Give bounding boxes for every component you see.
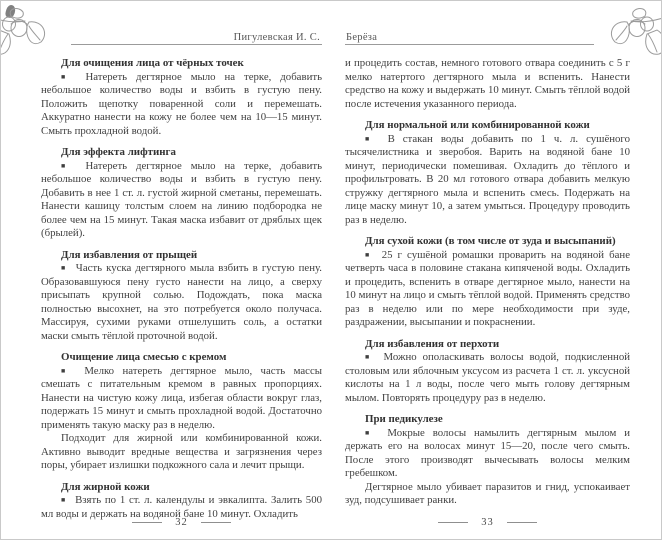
section-heading: Для нормальной или комбинированной кожи xyxy=(365,119,590,131)
header-rule xyxy=(345,44,594,45)
bullet-icon: ■ xyxy=(61,366,85,375)
paragraph: Дегтярное мыло убивает паразитов и гнид, успокаивает зуд, подсушивает ранки. xyxy=(345,480,630,506)
section-heading: Для жирной кожи xyxy=(61,480,150,493)
section-heading: Для эффекта лифтинга xyxy=(61,146,176,158)
page-text-column xyxy=(41,45,322,521)
page-footer xyxy=(345,517,630,528)
section-heading: Очищение лица смесью с кремом xyxy=(61,351,227,363)
page-footer xyxy=(41,517,322,528)
bullet-icon: ■ xyxy=(365,250,382,259)
bullet-icon: ■ xyxy=(365,428,388,437)
bullet-icon: ■ xyxy=(61,496,76,504)
section-heading: При педикулезе xyxy=(365,413,443,425)
footer-rule-right xyxy=(201,522,231,523)
paragraph: ■ Можно ополаскивать волосы водой, подкисленной столовым или яблочным уксусом из расчета 1 ст. л. уксусной кислоты на 1 л воды, после чего мыть голову дегтярным мылом. Повторять процедуру раз в неделю. xyxy=(345,351,630,404)
bullet-icon: ■ xyxy=(61,161,86,170)
footer-rule-left xyxy=(132,522,162,523)
running-head xyxy=(41,1,322,45)
page-number: 32 xyxy=(175,517,188,528)
bullet-icon: ■ xyxy=(61,264,76,272)
paragraph: ■ Мокрые волосы намылить дегтярным мылом и держать его на волосах минут 15—20, после чего смыть. После этого производят вычесывать волосы мелким гребешком. xyxy=(345,426,631,479)
bullet-icon: ■ xyxy=(365,353,384,361)
footer-rule-left xyxy=(438,522,468,523)
paragraph: и процедить состав, немного готового отвара соединить с 5 г мелко натертого дегтярного мыла и вспенить. Нанести средство на кожу и выдержать 10 минут. Смыть тёплой водой после истечения указанного периода. xyxy=(345,57,630,110)
section-heading: Для сухой кожи (в том числе от зуда и высыпаний) xyxy=(365,235,616,247)
paragraph: ■ Натереть дегтярное мыло на терке, добавить небольшое количество воды и взбить в густую пену. Положить щепотку поваренной соли и перемешать. Аккуратно нанести на кожу не более чем на 10—15 минут. Смыть прохладной водой. xyxy=(41,70,322,137)
section-heading: Для избавления от перхоти xyxy=(365,337,500,350)
running-header-author: Пигулевская И. С. xyxy=(233,32,320,43)
running-head xyxy=(345,1,630,45)
section-heading: Для избавления от прыщей xyxy=(61,248,198,261)
bullet-icon: ■ xyxy=(365,134,388,143)
bullet-icon: ■ xyxy=(61,72,86,81)
paragraph: ■ 25 г сушёной ромашки проварить на водяной бане четверть часа в половине стакана кипяченой воды. Охладить и процедить, вспенить в отваре дегтярное мыло, нанести на 10 минут на лицо и смыть тёплой водой. Применять средство раз в неделю или по мере необходимости при зуде, раздражении, высыпании и покраснении. xyxy=(345,248,630,328)
section-heading: Для очищения лица от чёрных точек xyxy=(61,57,244,69)
running-header-title: Берёза xyxy=(346,32,378,43)
paragraph: Подходит для жирной или комбинированной кожи. Активно выводит вредные вещества и загрязнения через поры, убирает излишки подкожного сала и лечит прыщи. xyxy=(41,432,322,471)
book-page-right xyxy=(331,1,661,540)
book-page-left xyxy=(1,1,331,540)
paragraph: ■ Часть куска дегтярного мыла взбить в густую пену. Образовавшуюся пену густо нанести на лицо, а сверху присыпать крупной солью. Подождать, пока маска полностью высохнет, на это потребуется около получаса. Массируя, сухими руками отшелушить соль, а остатки маски смыть тёплой проточной водой. xyxy=(41,262,322,342)
page-number: 33 xyxy=(481,517,494,528)
page-text-column xyxy=(345,45,630,508)
paragraph: ■ Взять по 1 ст. л. календулы и эвкалипта. Залить 500 мл воды и держать на водяной бане 10 минут. Охладить xyxy=(41,494,322,520)
paragraph: ■ Мелко натереть дегтярное мыло, часть массы смешать с питательным кремом в равных пропорциях. Нанести на чистую кожу лица, избегая области вокруг глаз, подержать 15 минут и смыть прохладной водой. Достаточно применять такую маску раз в неделю. xyxy=(41,364,322,431)
header-rule xyxy=(71,44,322,45)
paragraph: ■ Натереть дегтярное мыло на терке, добавить небольшое количество воды и взбить в густую пену. Добавить в нее 1 ст. л. густой жирной сметаны, перемешать. Нанести кашицу толстым слоем на линию подбородка не более чем на 15 минут. Такая маска избавит от дряблых щек (брылей). xyxy=(41,159,322,239)
footer-rule-right xyxy=(507,522,537,523)
paragraph: ■ В стакан воды добавить по 1 ч. л. сушёного тысячелистника и зверобоя. Варить на водяной бане 10 минут, периодически помешивая. Охладить до тёплого и профильтровать. В 20 мл готового отвара добавить мелкую стружку дегтярного мыла и вспенить смесь. Подержать на лице маску минут 10, а затем умыться. Процедуру проводить раз в неделю. xyxy=(345,132,630,226)
